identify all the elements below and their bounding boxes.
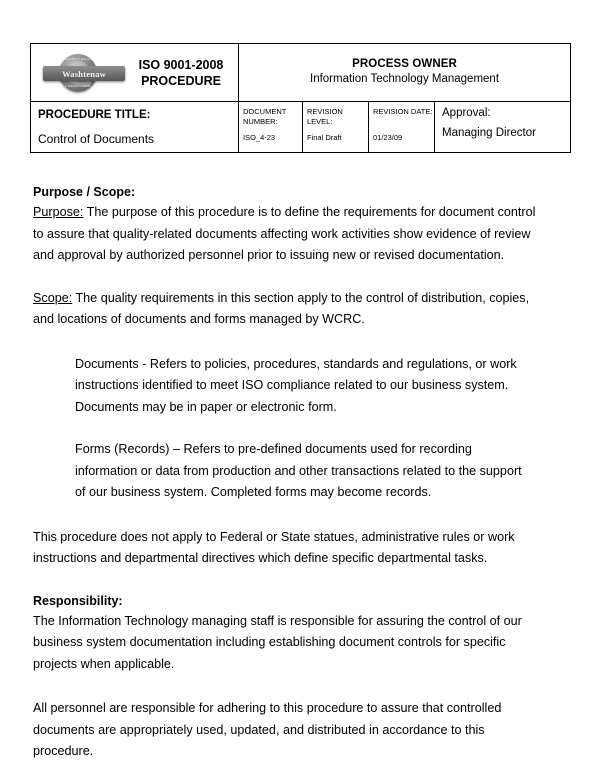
document-header-table [30,43,571,153]
washtenaw-seal-logo [43,54,125,92]
standard-title-line2: PROCEDURE [141,74,221,88]
revision-level-cell [303,102,369,153]
process-owner-label: PROCESS OWNER [352,58,457,70]
scope-paragraph [33,288,541,331]
logo-and-standard-cell [31,44,239,102]
spacer [33,570,541,591]
purpose-text: The purpose of this procedure is to define the requirements for document control to assure that quality-related documents affecting work activities show evidence of review and approval by authorized personnel prior to issuing new or revised documentation. [33,205,536,262]
responsibility-heading: Responsibility: [33,593,123,608]
exclusion-paragraph: This procedure does not apply to Federal or State statues, administrative rules or work instructions and departmental directives which define specific departmental tasks. [33,529,515,565]
documents-definition-paragraph: Documents - Refers to policies, procedures, standards and regulations, or work instructions identified to meet ISO compliance related to our business system. Documents may be in paper or electronic form. [75,356,517,414]
spacer [33,675,541,698]
approval-cell [435,102,571,153]
purpose-paragraph [33,202,541,267]
purpose-label: Purpose: [33,205,84,219]
procedure-title-value: Control of Documents [38,132,155,146]
document-number-value: ISO_4-23 [243,133,276,142]
standard-title-line1: ISO 9001-2008 [138,58,224,72]
revision-level-label: REVISION LEVEL: [307,107,343,126]
process-owner-cell [239,44,571,102]
seal-bottom-text: COMMISSION [65,84,91,89]
approval-label: Approval: [442,107,491,119]
revision-date-cell [369,102,435,153]
responsibility-paragraph: The Information Technology managing staff is responsible for assuring the control of our business system documentation including establishing document controls for specific projects when applicable. [33,613,522,671]
spacer [33,418,541,439]
revision-level-value: Final Draft [307,133,342,142]
purpose-scope-heading: Purpose / Scope: [33,185,136,199]
document-number-cell [239,102,303,153]
spacer [33,504,541,527]
header-row-top [31,44,571,102]
seal-banner [43,66,125,81]
organization-name: Washtenaw [62,68,106,79]
spacer [33,267,541,288]
procedure-title-cell [31,102,239,153]
scope-text: The quality requirements in this section apply to the control of distribution, copies, and locations of documents and forms managed by WCRC. [33,290,530,326]
seal-top-text: COUNTY ROAD [63,56,93,61]
document-number-label: DOCUMENT NUMBER: [243,107,287,126]
procedure-title-label: PROCEDURE TITLE: [38,109,151,121]
revision-date-value: 01/23/09 [373,133,403,142]
spacer [33,331,541,354]
revision-date-label: REVISION DATE: [373,107,433,116]
header-row-bottom [31,102,571,153]
personnel-paragraph: All personnel are responsible for adhering to this procedure to assure that controlled documents are appropriately used, updated, and distributed in accordance to this procedure. [33,701,502,758]
approval-value: Managing Director [442,127,536,139]
standard-title [129,57,233,89]
forms-definition-paragraph: Forms (Records) – Refers to pre-defined documents used for recording information or data from production and other transactions related to the support of our business system. Completed forms may become records. [75,442,522,499]
document-body [33,182,541,763]
process-owner-value: Information Technology Management [310,73,500,85]
scope-label: Scope: [33,290,73,305]
